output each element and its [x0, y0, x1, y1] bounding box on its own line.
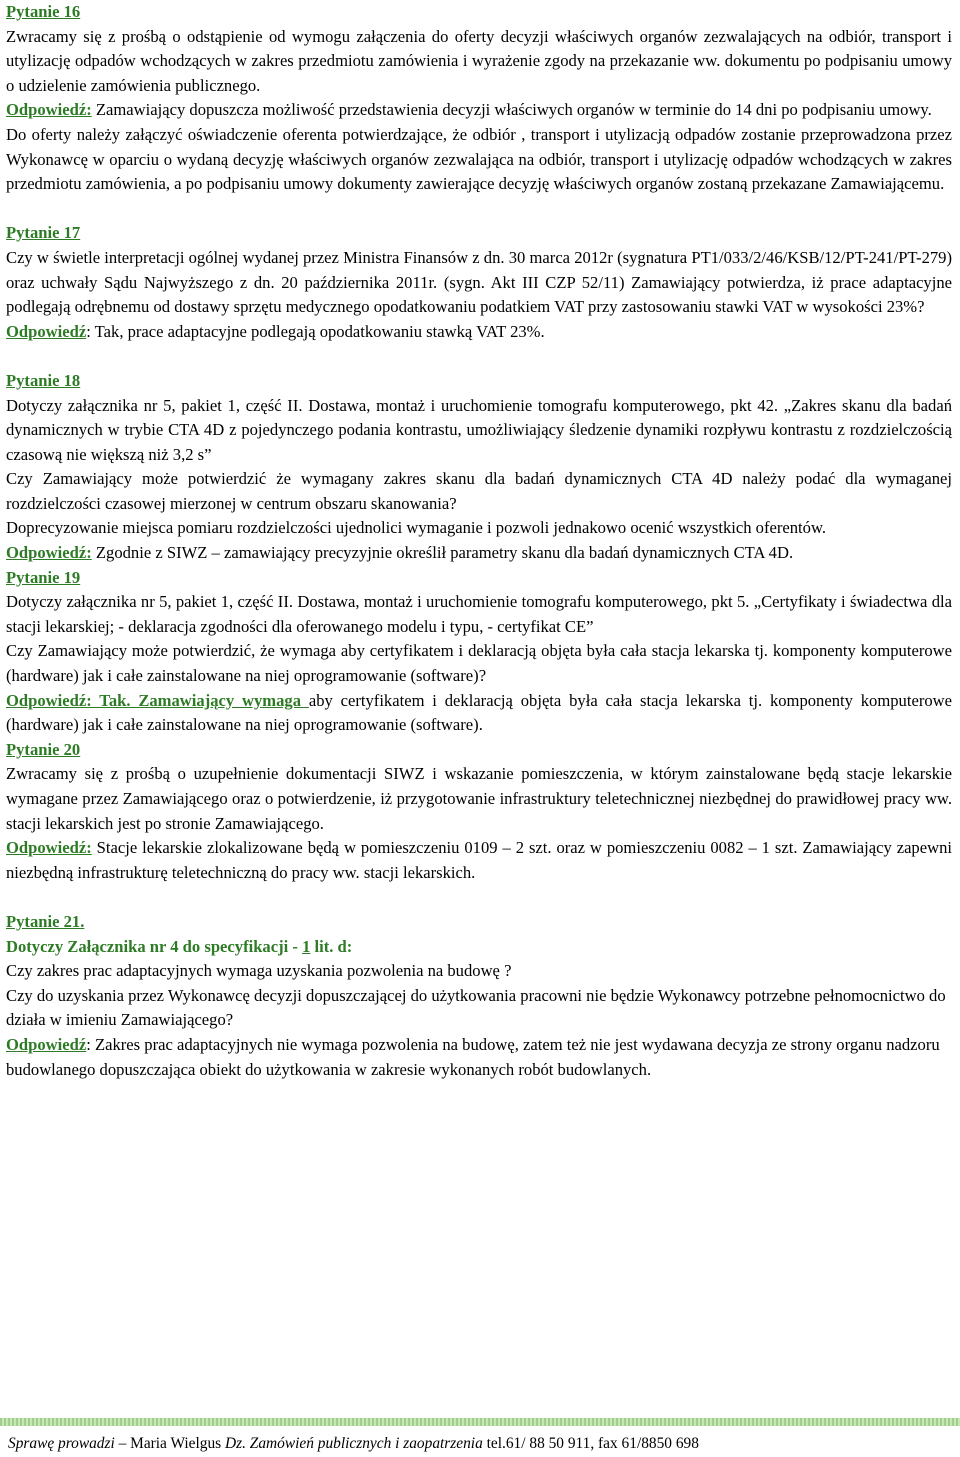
q19-heading: Pytanie 19	[6, 567, 81, 587]
q21-answer	[6, 1033, 952, 1082]
q17-answer-text: : Tak, prace adaptacyjne podlegają opodatkowaniu stawką VAT 23%.	[86, 321, 545, 341]
q19-answer-label: Odpowiedź: Tak. Zamawiający wymaga	[6, 690, 309, 710]
q21-heading: Pytanie 21.	[6, 911, 85, 931]
q21-answer-text: : Zakres prac adaptacyjnych nie wymaga pozwolenia na budowę, zatem też nie jest wydawana decyzja ze strony organu nadzoru budowlanego dopuszczająca obiekt do użytkowania w zakresie wykonanych robót budowlanych.	[6, 1034, 940, 1079]
q16-answer	[6, 98, 952, 123]
q20-answer-text: Stacje lekarskie zlokalizowane będą w pomieszczeniu 0109 – 2 szt. oraz w pomieszczeniu 0082 – 1 szt. Zamawiający zapewni niezbędną infrastrukturę teletechniczną do pracy ww. stacji lekarskich.	[6, 838, 952, 882]
q18-answer	[6, 541, 952, 566]
q21-subheading-c: lit. d:	[310, 936, 353, 956]
q18-question-2: Czy Zamawiający może potwierdzić że wymagany zakres skanu dla badań dynamicznych CTA 4D należy podać dla wymaganej rozdzielczości czasowej mierzonej w centrum obszaru skanowania?	[6, 469, 952, 513]
q16-answer-label: Odpowiedź:	[6, 100, 92, 120]
q18-heading: Pytanie 18	[6, 370, 81, 390]
q20-answer-label: Odpowiedź:	[6, 838, 92, 858]
footer-department: Dz. Zamówień publicznych i zaopatrzenia	[224, 1435, 483, 1452]
q16-question: Zwracamy się z prośbą o odstąpienie od wymogu załączenia do oferty decyzji właściwych organów zezwalających na odbiór, transport i utylizację odpadów wchodzących w zakres przedmiotu zamówienia i wyrażenie zgody na przekazanie ww. dokumentu po podpisaniu umowy o udzielenie zamówienia publicznego.	[6, 26, 952, 95]
q19-question-1: Dotyczy załącznika nr 5, pakiet 1, część II. Dostawa, montaż i uruchomienie tomografu komputerowego, pkt 5. „Certyfikaty i świadectwa dla stacji lekarskiej; - deklaracja zgodności dla oferowanego modelu i typu, - certyfikat CE”	[6, 592, 952, 636]
q20-answer	[6, 836, 952, 885]
q17-heading: Pytanie 17	[6, 223, 81, 243]
q17-answer-label: Odpowiedź	[6, 321, 87, 341]
q20-question: Zwracamy się z prośbą o uzupełnienie dokumentacji SIWZ i wskazanie pomieszczenia, w którym zainstalowane będą stacje lekarskie wymagane przez Zamawiającego oraz o potwierdzenie, iż przygotowanie infrastruktury teletechnicznej niezbędnej do prawidłowej pracy ww. stacji lekarskich jest po stronie Zamawiającego.	[6, 764, 952, 833]
q21-question-2: Czy do uzyskania przez Wykonawcę decyzji dopuszczającej do użytkowania pracowni nie będzie Wykonawcy potrzebne pełnomocnictwo do działa w imieniu Zamawiającego?	[6, 985, 946, 1030]
q18-answer-text: Zgodnie z SIWZ – zamawiający precyzyjnie określił parametry skanu dla badań dynamicznych CTA 4D.	[91, 543, 794, 563]
q16-answer-text: Zamawiający dopuszcza możliwość przedstawienia decyzji właściwych organów w terminie do 14 dni po podpisaniu umowy.	[91, 100, 932, 120]
footer-person: – Maria Wielgus	[114, 1435, 225, 1452]
q19-answer-text: aby certyfikatem i deklaracją objęta była cała stacja lekarska tj. komponenty komputerowe (hardware) jak i całe zainstalowane na niej oprogramowanie (software).	[6, 690, 952, 735]
footer-contact: tel.61/ 88 50 911, fax 61/8850 698	[482, 1435, 699, 1452]
q19-question-2: Czy Zamawiający może potwierdzić, że wymaga aby certyfikatem i deklaracją objęta była cała stacja lekarska tj. komponenty komputerowe (hardware) jak i całe zainstalowane na niej oprogramowanie (software)?	[6, 641, 952, 686]
q19-answer	[6, 689, 952, 738]
q21-answer-label: Odpowiedź	[6, 1034, 87, 1054]
q20-heading: Pytanie 20	[6, 739, 81, 759]
q21-subheading	[6, 935, 952, 960]
q16-heading: Pytanie 16	[6, 2, 81, 21]
document-page	[6, 0, 952, 1082]
q16-extra: Do oferty należy załączyć oświadczenie oferenta potwierdzające, że odbiór , transport i utylizacją odpadów zostanie przeprowadzona przez Wykonawcę w oparciu o wydaną decyzję właściwych organów zezwalająca na odbiór, transport i utylizację odpadów wchodzących w zakres przedmiotu zamówienia, a po podpisaniu umowy dokumenty zawierające decyzję właściwych organów zostaną przekazane Zamawiającemu.	[6, 124, 952, 194]
q21-subheading-b: 1	[302, 936, 311, 956]
q18-question-1: Dotyczy załącznika nr 5, pakiet 1, część II. Dostawa, montaż i uruchomienie tomografu komputerowego, pkt 42. „Zakres skanu dla badań dynamicznych w trybie CTA 4D z pojedynczego podania kontrastu, umożliwiający śledzenie dynamiki rozpływu kontrastu z rozdzielczością czasową nie większą niż 3,2 s”	[6, 395, 952, 464]
q21-question-1: Czy zakres prac adaptacyjnych wymaga uzyskania pozwolenia na budowę ?	[6, 961, 512, 981]
q17-answer	[6, 320, 952, 345]
footer	[8, 1434, 958, 1454]
q21-subheading-a: Dotyczy Załącznika nr 4 do specyfikacji -	[6, 936, 303, 956]
q18-answer-label: Odpowiedź:	[6, 543, 92, 563]
q17-question: Czy w świetle interpretacji ogólnej wydanej przez Ministra Finansów z dn. 30 marca 2012r (sygnatura PT1/033/2/46/KSB/12/PT-241/PT-279) oraz uchwały Sądu Najwyższego z dn. 20 października 2011r. (sygn. Akt III CZP 52/11) Zamawiający potwierdza, iż prace adaptacyjne podlegają odrębnemu od dostawy sprzętu medycznego opodatkowaniu podatkiem VAT przy zastosowaniu stawki VAT w wysokości 23%?	[6, 247, 952, 317]
q18-question-3: Doprecyzowanie miejsca pomiaru rozdzielczości ujednolici wymaganie i pozwoli jednakowo ocenić wszystkich oferentów.	[6, 518, 827, 538]
footer-divider	[0, 1418, 960, 1426]
footer-label: Sprawę prowadzi	[8, 1435, 115, 1452]
